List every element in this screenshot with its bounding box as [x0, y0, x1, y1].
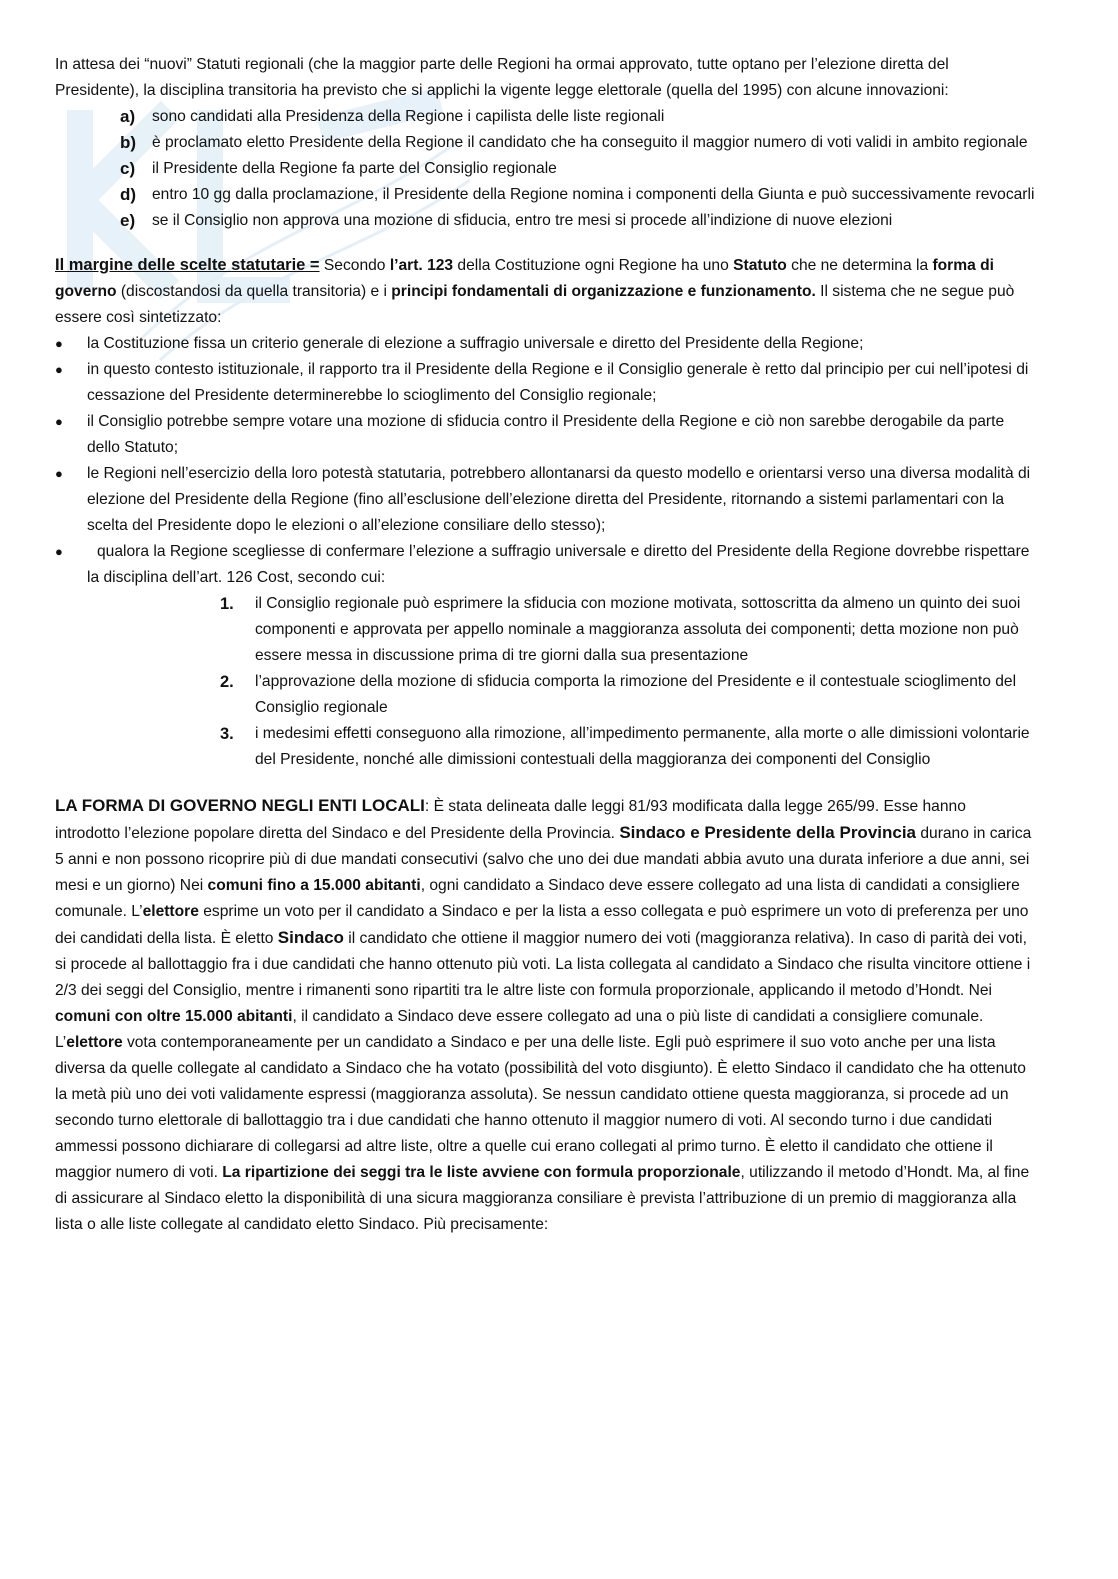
bullet-item — [55, 357, 1035, 409]
list-item-text: è proclamato eletto Presidente della Regione il candidato che ha conseguito il maggior numero di voti validi in ambito regionale — [152, 134, 1028, 151]
bullet-text: il Consiglio potrebbe sempre votare una mozione di sfiducia contro il Presidente della Regione e ciò non sarebbe derogabile da parte dello Statuto; — [87, 413, 1005, 456]
numbered-item — [55, 721, 1035, 773]
list-item-text: se il Consiglio non approva una mozione di sfiducia, entro tre mesi si procede all’indizione di nuove elezioni — [152, 212, 893, 229]
text-run: , il candidato a Sindaco deve essere collegato ad una o più liste di candidati a consigliere comunale. — [292, 1008, 984, 1025]
bullet-icon — [55, 461, 63, 487]
bullet-text: la Costituzione fissa un criterio generale di elezione a suffragio universale e diretto del Presidente della Regione; — [87, 335, 864, 352]
elettore-paragraph — [55, 1030, 1035, 1238]
document-body — [55, 52, 1035, 1238]
bold-run: principi fondamentali di organizzazione e funzionamento. — [391, 283, 816, 300]
bullet-icon — [55, 539, 63, 565]
text-run: esprime un voto per il candidato a Sindaco e per la lista a esso collegata e può esprimere un voto di preferenza per uno dei candidati della lista. È eletto — [55, 903, 1029, 947]
bold-run: forma di governo — [55, 257, 994, 300]
intro-paragraph: In attesa dei “nuovi” Statuti regionali (che la maggior parte delle Regioni ha ormai approvato, tutte optano per l’elezione diretta del Presidente), la disciplina transitoria ha previsto che si applichi la vigente legge elettorale (quella del 1995) con alcune innovazioni: — [55, 56, 949, 99]
section-heading: LA FORMA DI GOVERNO NEGLI ENTI LOCALI — [55, 796, 425, 815]
numbered-item — [55, 669, 1035, 721]
bullet-text: qualora la Regione scegliesse di confermare l’elezione a suffragio universale e diretto del Presidente della Regione dovrebbe rispettare la disciplina dell’art. 126 Cost, secondo cui: — [87, 543, 1030, 586]
bullet-icon — [55, 357, 63, 383]
text-run: il candidato che ottiene il maggior numero dei voti (maggioranza relativa). In caso di parità dei voti, si procede al ballottaggio fra i due candidati che hanno ottenuto più voti. La lista collegata al candidato a Sindaco che risulta vincitore ottiene i 2/3 dei seggi del Consiglio, mentre i rimanenti sono ripartiti tra le altre liste con formula proporzionale, applicando il metodo d’Hondt. Nei — [55, 930, 1031, 999]
bold-run: elettore — [66, 1034, 123, 1051]
number-marker: 1. — [220, 595, 234, 613]
numbered-item — [55, 591, 1035, 669]
bold-run: La ripartizione dei seggi tra le liste avviene con formula proporzionale — [222, 1164, 741, 1181]
list-marker: d) — [120, 185, 137, 204]
list-item — [55, 130, 1035, 156]
bullet-text: in questo contesto istituzionale, il rapporto tra il Presidente della Regione e il Consiglio generale è retto dal principio per cui nell’ipotesi di cessazione del Presidente determinerebbe lo scioglimento del Consiglio regionale; — [87, 361, 1029, 404]
bullet-item — [55, 409, 1035, 461]
text-run: Secondo — [319, 257, 390, 274]
list-item-text: sono candidati alla Presidenza della Regione i capilista delle liste regionali — [152, 108, 665, 125]
section-heading: Il margine delle scelte statutarie = — [55, 256, 320, 274]
list-marker: e) — [120, 211, 136, 230]
list-marker: c) — [120, 159, 136, 178]
enti-locali-paragraph — [55, 793, 1035, 1030]
bullet-item — [55, 461, 1035, 539]
list-marker: a) — [120, 107, 136, 126]
list-item — [55, 208, 1035, 234]
text-run: L’ — [55, 1034, 67, 1051]
bold-run: elettore — [142, 903, 199, 920]
text-run: , ogni candidato a Sindaco deve essere collegato ad una lista di candidati a consigliere comunale. L’ — [55, 877, 1020, 920]
number-marker: 3. — [220, 725, 234, 743]
text-run: , utilizzando il metodo d’Hondt. Ma, al fine di assicurare al Sindaco eletto la disponibilità di una sicura maggioranza consiliare è prevista l’attribuzione di un premio di maggioranza alla lista o alle liste collegate al candidato eletto Sindaco. Più precisamente: — [55, 1164, 1030, 1233]
transitional-rules-list — [55, 104, 1035, 234]
statutarie-paragraph — [55, 252, 1035, 331]
bullet-icon — [55, 409, 63, 435]
text-run: della Costituzione ogni Regione ha uno — [453, 257, 734, 274]
bullet-item — [55, 331, 1035, 357]
number-marker: 2. — [220, 673, 234, 691]
bullet-item — [55, 539, 1035, 591]
bold-run: comuni fino a 15.000 abitanti — [207, 877, 421, 894]
text-run: durano in carica 5 anni e non possono ricoprire più di due mandati consecutivi (salvo che uno dei due mandati abbia avuto una durata inferiore a due anni, sei mesi e un giorno) Nei — [55, 825, 1032, 894]
bold-run: Sindaco — [277, 928, 344, 947]
bold-run: Statuto — [733, 257, 787, 274]
numbered-text: i medesimi effetti conseguono alla rimozione, all’impedimento permanente, alla morte o alle dimissioni volontarie del Presidente, nonché alle dimissioni contestuali della maggioranza dei componenti del Consiglio — [255, 725, 1030, 768]
list-item-text: il Presidente della Regione fa parte del Consiglio regionale — [152, 160, 557, 177]
list-marker: b) — [120, 133, 137, 152]
list-item — [55, 182, 1035, 208]
statutarie-bullets — [55, 331, 1035, 591]
bullet-icon — [55, 331, 63, 357]
text-run: (discostandosi da quella transitoria) e i — [116, 283, 392, 300]
art126-list — [55, 591, 1035, 773]
text-run: vota contemporaneamente per un candidato a Sindaco e per una delle liste. Egli può esprimere il suo voto anche per una lista diversa da quelle collegate al candidato a Sindaco che ha votato (possibilità del voto disgiunto). È eletto Sindaco il candidato che ha ottenuto la metà più uno dei voti validamente espressi (maggioranza assoluta). Se nessun candidato ottiene questa maggioranza, si procede ad un secondo turno elettorale di ballottaggio tra i due candidati che hanno ottenuto il maggior numero di voti. Al secondo turno i due candidati ammessi possono dichiarare di collegarsi ad altre liste, oltre a quelle cui erano collegati al primo turno. È eletto il candidato che ottiene il maggior numero di voti. — [55, 1034, 1026, 1181]
numbered-text: l’approvazione della mozione di sfiducia comporta la rimozione del Presidente e il contestuale scioglimento del Consiglio regionale — [255, 673, 1017, 716]
bullet-text: le Regioni nell’esercizio della loro potestà statutaria, potrebbero allontanarsi da questo modello e orientarsi verso una diversa modalità di elezione del Presidente della Regione (fino all’esclusione dell’elezione diretta del Presidente, ritornando a sistemi parlamentari con la scelta del Presidente dopo le elezioni o all’elezione consiliare dello stesso); — [87, 465, 1031, 534]
bold-run: Sindaco e Presidente della Provincia — [619, 823, 917, 842]
text-run: Il sistema che ne segue può essere così sintetizzato: — [55, 283, 1015, 326]
list-item-text: entro 10 gg dalla proclamazione, il Presidente della Regione nomina i componenti della Giunta e può successivamente revocarli — [152, 186, 1035, 203]
bold-run: comuni con oltre 15.000 abitanti — [55, 1008, 293, 1025]
bold-run: l’art. 123 — [389, 257, 454, 274]
list-item — [55, 156, 1035, 182]
text-run: : È stata delineata dalle leggi 81/93 modificata dalla legge 265/99. Esse hanno introdotto l’elezione popolare diretta del Sindaco e del Presidente della Provincia. — [55, 798, 966, 842]
text-run: che ne determina la — [786, 257, 933, 274]
list-item — [55, 104, 1035, 130]
numbered-text: il Consiglio regionale può esprimere la sfiducia con mozione motivata, sottoscritta da almeno un quinto dei suoi componenti e approvata per appello nominale a maggioranza assoluta dei componenti; detta mozione non può essere messa in discussione prima di tre giorni dalla sua presentazione — [255, 595, 1021, 664]
